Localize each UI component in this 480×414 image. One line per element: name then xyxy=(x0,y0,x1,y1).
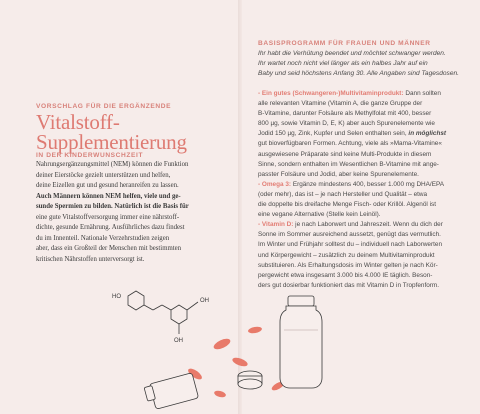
pill-icon xyxy=(231,356,248,368)
body-line: deiner Eierstöcke gezielt unterstützen und helfen, xyxy=(36,171,171,179)
item-text: Ergänze mindestens 400, besser 1.000 mg DHA/EPA xyxy=(292,180,445,188)
left-title-line: Vitalstoff- xyxy=(36,110,120,134)
item-line: eine vegane Alternative (Stelle kein Leinöl). xyxy=(258,211,381,219)
item-line xyxy=(258,129,470,139)
item-line: (oder mehr), das ist – je nach Hersteller und Qualität – etwa xyxy=(258,190,428,198)
item-emphasis: in möglichst xyxy=(408,130,447,138)
bottle-icon xyxy=(280,296,322,388)
body-line: eine gute Vitalstoffversorgung immer eine nährstoff- xyxy=(36,213,180,221)
left-title xyxy=(36,112,232,152)
item-line: Sinne, sondern enthalten im Wesentlichen B-Vitamine mit ange- xyxy=(258,160,439,168)
item-line: gut bioverfügbaren Formen. Achtung, viele als »Mama-Vitamine« xyxy=(258,140,442,148)
item-line: B-Vitamine, darunter Folsäure als Methylfolat mit 400, besser xyxy=(258,110,432,118)
item-line: ders gut dosierbar funktioniert das mit Vitamin D in Tropfenform. xyxy=(258,281,440,289)
body-line: kritischen Nährstoffen unterversorgt ist. xyxy=(36,255,145,263)
intro-line: Ihr habt die Verhütung beendet und möchtet schwanger werden. xyxy=(258,50,446,57)
body-line: sunde Spermien zu bilden. Natürlich ist die Basis für xyxy=(36,203,189,210)
item-line: substituieren. Als Erhaltungsdosis im Winter gelten je nach Kör- xyxy=(258,261,438,269)
body-line: du im Innenteil. Nationale Verzehrstudien zeigen xyxy=(36,234,170,242)
molecule-label-oh-right: OH xyxy=(200,298,209,304)
right-intro xyxy=(258,49,468,79)
item-line: Sonne im Sommer ausreichend aussetzt, genügt das vermutlich. xyxy=(258,231,441,239)
list-item-multivitamin xyxy=(258,89,470,99)
pill-icon-group xyxy=(186,326,285,399)
list-item-vitamin-d xyxy=(258,220,470,230)
item-line: Im Winter und Frühjahr solltest du – individuell nach Laborwerten xyxy=(258,241,443,249)
supplement-illustration xyxy=(100,282,380,414)
pill-icon xyxy=(248,326,263,334)
left-subtitle: IN DER KINDERWUNSCHZEIT xyxy=(36,152,144,159)
item-heading: - Omega 3: xyxy=(258,180,292,188)
list-item-omega3 xyxy=(258,180,470,190)
body-line: deine Eizellen gut und gesund heranreifen zu lassen. xyxy=(36,182,179,189)
item-text: je nach Laborwert und Jahreszeit. Wenn du dich der xyxy=(295,221,443,229)
item-line: alle relevanten Vitamine (Vitamin A, die ganze Gruppe der xyxy=(258,100,423,108)
item-line: ausgewiesene Präparate sind keine Multi-Produkte in diesem xyxy=(258,150,432,158)
bottle-lid-icon xyxy=(238,371,262,389)
molecule-label-oh-bottom: OH xyxy=(174,338,183,344)
left-kicker: VORSCHLAG FÜR DIE ERGÄNZENDE xyxy=(36,103,172,110)
right-kicker: BASISPROGRAMM FÜR FRAUEN UND MÄNNER xyxy=(258,40,431,47)
item-text: Jodid 150 µg, Zink, Kupfer und Selen enthalten sein, xyxy=(258,130,407,138)
item-heading: - Vitamin D: xyxy=(258,221,294,229)
body-line: Nahrungsergänzungsmittel (NEM) können die Funktion xyxy=(36,161,189,168)
bottle-icon xyxy=(144,373,199,410)
item-line: passter Folsäure und Jodid, aber keine Spurenelemente. xyxy=(258,170,419,178)
left-body-text xyxy=(36,160,234,265)
body-line: Auch Männern können NEM helfen, viele und ge- xyxy=(36,192,181,200)
molecule-drawing xyxy=(128,291,198,334)
left-title-line: Supplementierung xyxy=(36,130,187,154)
item-line: die doppelte bis dreifache Menge Fisch- oder Krillöl. Algenöl ist xyxy=(258,201,436,209)
body-line: aber, dass ein Großteil der Menschen mit bestimmten xyxy=(36,245,182,252)
item-trail: Dann sollten xyxy=(405,90,441,97)
pill-icon xyxy=(212,337,232,352)
body-line: dichte, gesunde Ernährung. Ausführliches dazu findest xyxy=(36,224,185,231)
intro-line: Baby und seid höchstens Anfang 30. Alle Angaben sind Tagesdosen. xyxy=(258,70,460,77)
item-line: und Körpergewicht – zusätzlich zu deinem Multivitaminprodukt xyxy=(258,251,435,259)
item-line: pergewicht etwa insgesamt 3.000 bis 4.000 IE täglich. Beson- xyxy=(258,271,433,279)
item-heading: - Ein gutes (Schwangeren-)Multivitaminprodukt: xyxy=(258,90,404,97)
pill-icon xyxy=(213,390,226,399)
intro-line: Ihr wartet noch nicht viel länger als ein halbes Jahr auf ein xyxy=(258,60,428,67)
item-line: 800 µg, sowie Vitamin D, E, K) aber auch Spurenelemente wie xyxy=(258,120,435,128)
supplement-list xyxy=(258,89,470,291)
molecule-label-ho: HO xyxy=(112,294,121,300)
